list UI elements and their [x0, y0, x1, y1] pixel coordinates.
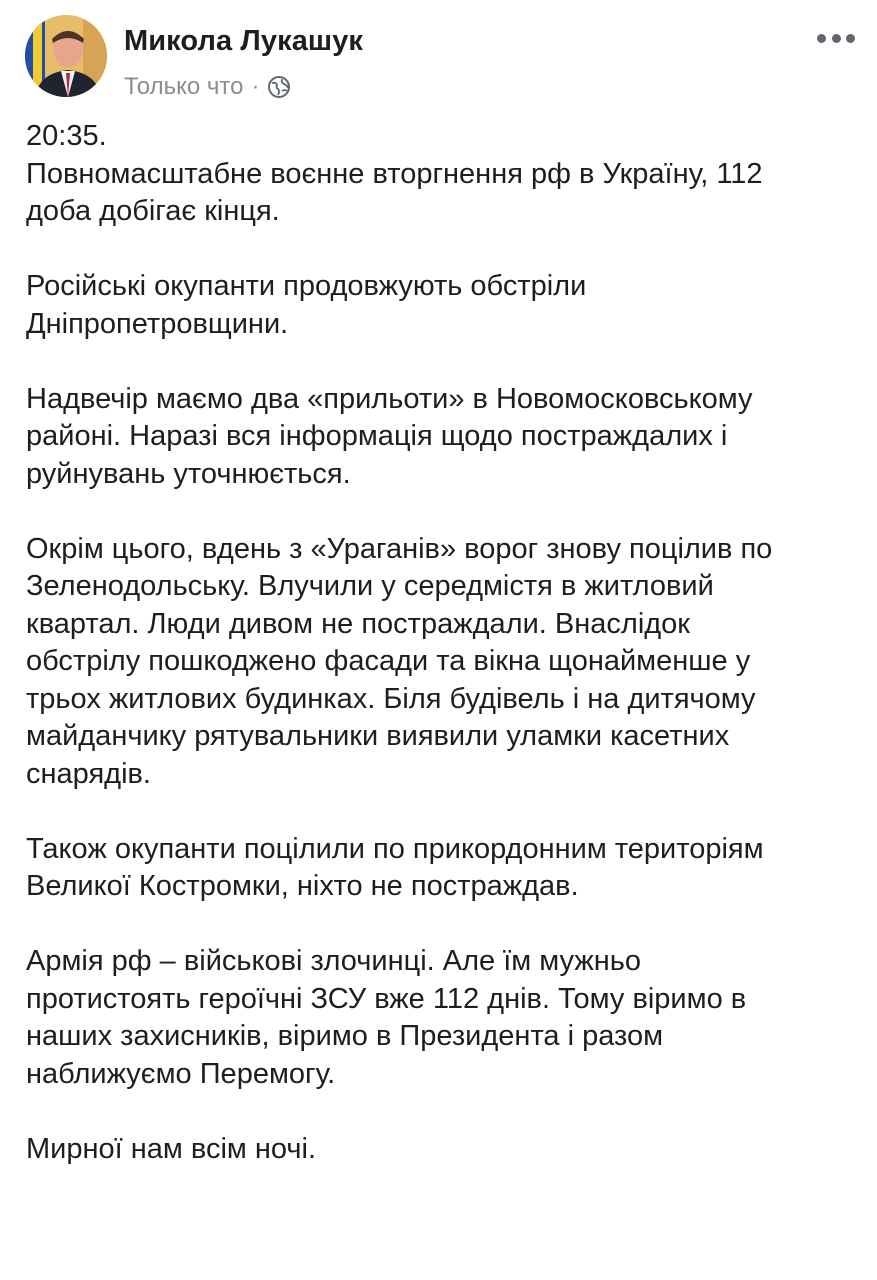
post-meta — [124, 73, 291, 101]
more-options-dot — [832, 34, 841, 43]
more-options-dot — [846, 34, 855, 43]
post-paragraph: 20:35. Повномасштабне воєнне вторгнення рф в Україну, 112 доба добігає кінця. — [26, 120, 763, 227]
post-body — [26, 118, 861, 1168]
meta-separator: · — [251, 73, 260, 100]
more-options-icon[interactable] — [817, 33, 855, 43]
post-paragraph: Окрім цього, вдень з «Ураганів» ворог знову поцілив по Зеленодольську. Влучили у середмістя в житловий квартал. Люди дивом не постраждали. Внаслідок обстрілу пошкоджено фасади та вікна щонайменше у трьох житлових будинках. Біля будівель і на дитячому майданчику рятувальники виявили уламки касетних снарядів. — [26, 532, 773, 790]
post-paragraph: Також окупанти поцілили по прикордонним територіям Великої Костромки, ніхто не постраждав. — [26, 832, 764, 902]
post-header — [25, 15, 855, 105]
post-paragraph: Надвечір маємо два «прильоти» в Новомосковському районі. Наразі вся інформація щодо постраждалих і руйнувань уточнюється. — [26, 382, 753, 490]
more-options-dot — [817, 34, 826, 43]
avatar[interactable] — [25, 15, 107, 97]
post-paragraph: Мирної нам всім ночі. — [26, 1132, 317, 1165]
globe-icon — [267, 75, 291, 99]
post-paragraph: Російські окупанти продовжують обстріли Дніпропетровщини. — [26, 270, 587, 340]
avatar-image — [25, 15, 107, 97]
post-paragraph: Армія рф – військові злочинці. Але їм мужньо протистоять героїчні ЗСУ вже 112 днів. Тому віримо в наших захисників, віримо в Президента і разом наближуємо Перемогу. — [26, 945, 747, 1090]
post-timestamp[interactable]: Только что — [124, 73, 244, 100]
author-name[interactable]: Микола Лукашук — [124, 25, 364, 57]
